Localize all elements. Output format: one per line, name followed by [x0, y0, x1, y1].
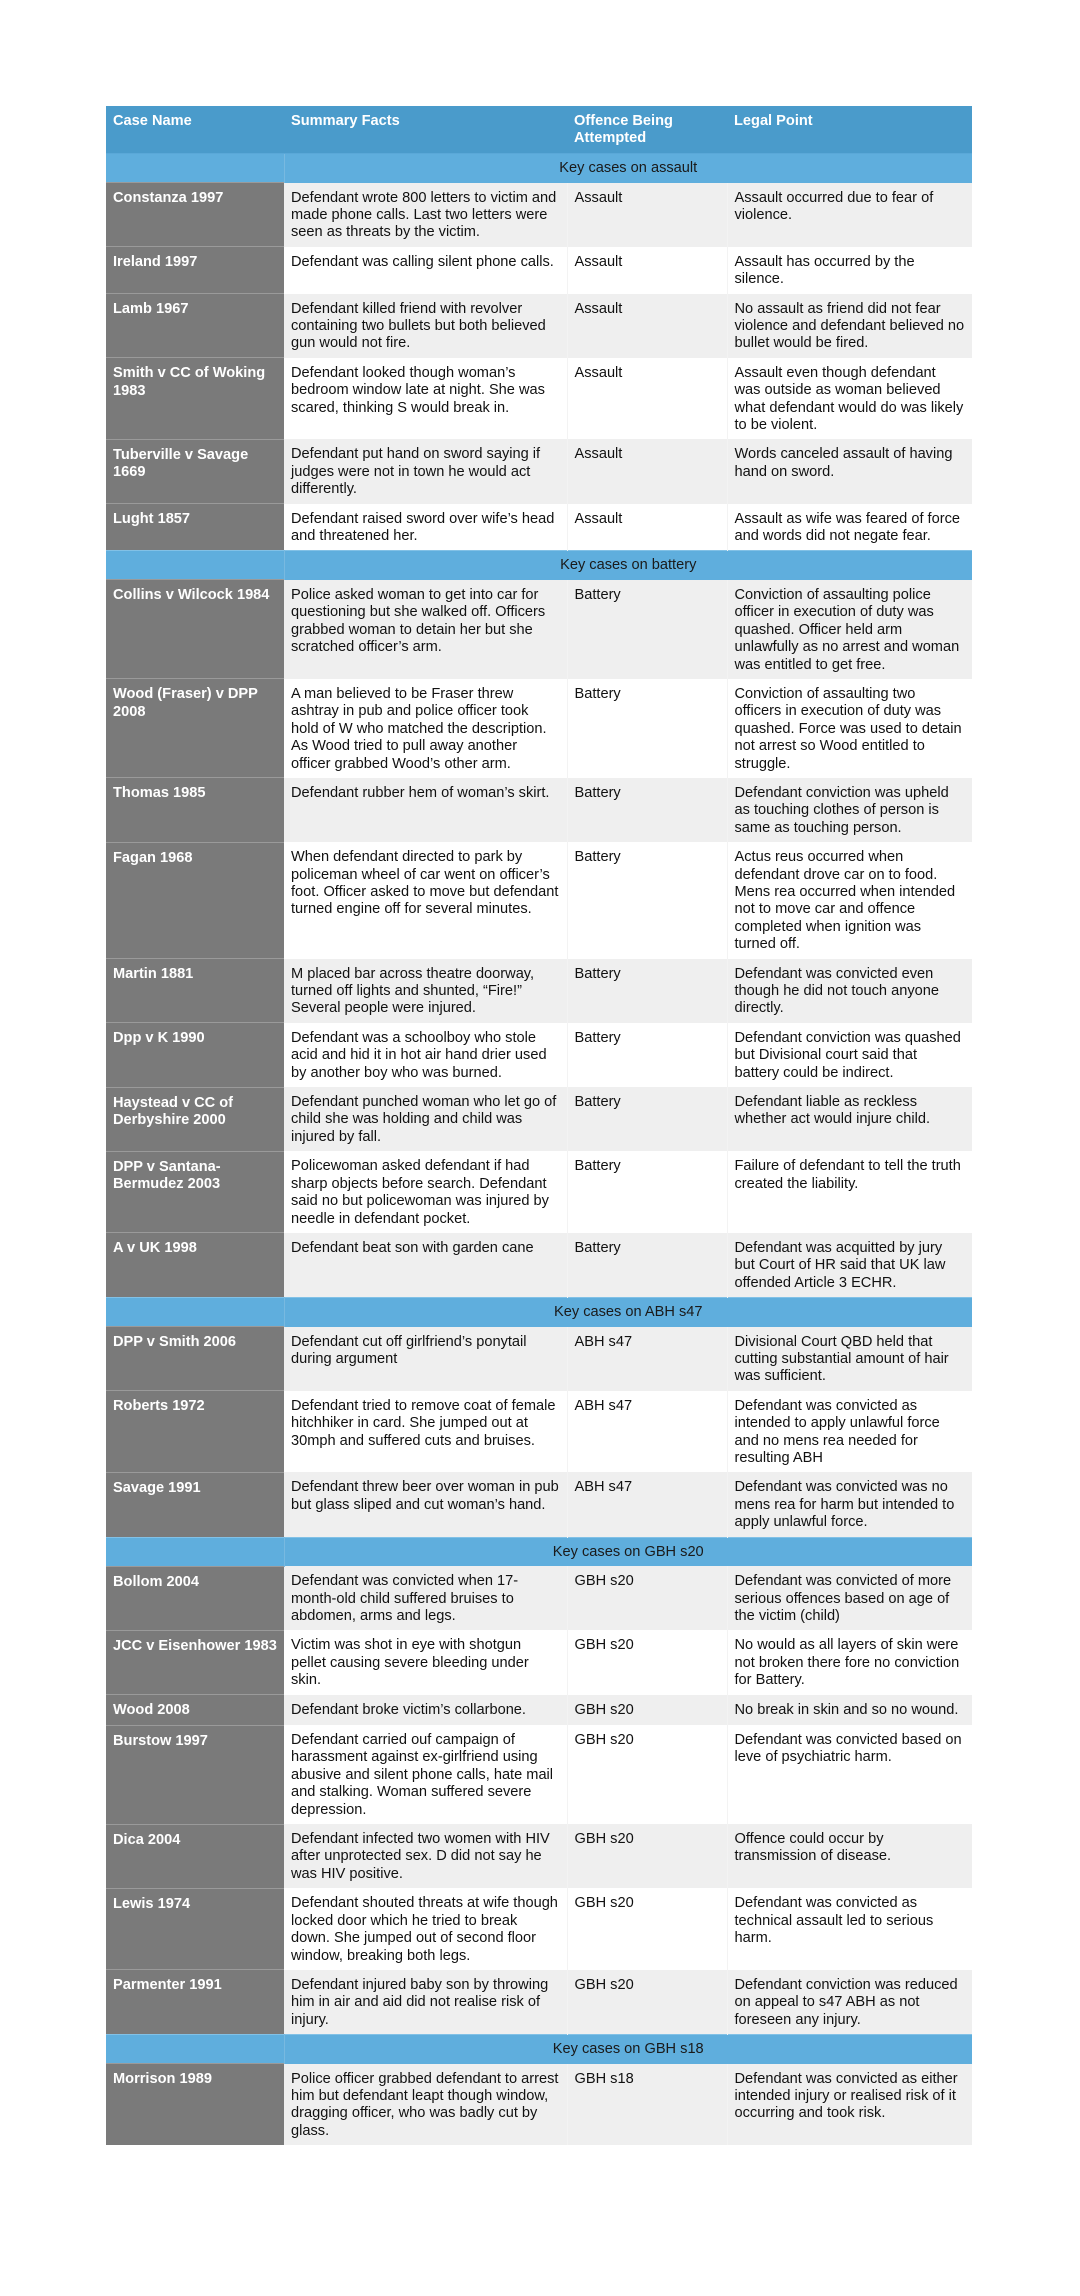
table-row [106, 1151, 972, 1233]
summary-facts-cell: Policewoman asked defendant if had sharp objects before search. Defendant said no but policewoman was injured by needle in defendant pocket. [284, 1151, 567, 1233]
offence-cell: GBH s20 [567, 1630, 727, 1694]
summary-facts-cell: Victim was shot in eye with shotgun pellet causing severe bleeding under skin. [284, 1630, 567, 1694]
case-name-cell: Ireland 1997 [106, 247, 284, 294]
offence-cell: Assault [567, 247, 727, 294]
header-legal-point: Legal Point [727, 106, 972, 154]
legal-point-cell: Defendant conviction was reduced on appeal to s47 ABH as not foreseen any injury. [727, 1970, 972, 2035]
legal-point-cell: Offence could occur by transmission of disease. [727, 1824, 972, 1888]
table-row [106, 1233, 972, 1298]
section-title: Key cases on ABH s47 [284, 1298, 972, 1327]
section-header-row [106, 1298, 972, 1327]
table-row [106, 679, 972, 778]
table-row [106, 1391, 972, 1473]
section-header-row [106, 1537, 972, 1566]
legal-point-cell: Defendant was convicted as intended to apply unlawful force and no mens rea needed for resulting ABH [727, 1391, 972, 1473]
summary-facts-cell: Defendant wrote 800 letters to victim and made phone calls. Last two letters were seen as threats by the victim. [284, 183, 567, 247]
table-row [106, 439, 972, 503]
summary-facts-cell: Defendant carried ouf campaign of harassment against ex-girlfriend using abusive and silent phone calls, hate mail and stalking. Woman suffered severe depression. [284, 1725, 567, 1824]
section-blank-cell [106, 1298, 284, 1327]
case-name-cell: Martin 1881 [106, 959, 284, 1023]
offence-cell: GBH s20 [567, 1695, 727, 1725]
summary-facts-cell: Defendant threw beer over woman in pub but glass sliped and cut woman’s hand. [284, 1472, 567, 1537]
offence-cell: Battery [567, 959, 727, 1023]
summary-facts-cell: Defendant broke victim’s collarbone. [284, 1695, 567, 1725]
offence-cell: Battery [567, 679, 727, 778]
case-name-cell: Tuberville v Savage 1669 [106, 439, 284, 503]
table-row [106, 1970, 972, 2035]
case-name-cell: Parmenter 1991 [106, 1970, 284, 2035]
section-title: Key cases on battery [284, 551, 972, 580]
legal-point-cell: No break in skin and so no wound. [727, 1695, 972, 1725]
offence-cell: ABH s47 [567, 1327, 727, 1391]
table-row [106, 1023, 972, 1087]
offence-cell: Assault [567, 358, 727, 440]
offence-cell: GBH s18 [567, 2064, 727, 2146]
summary-facts-cell: Defendant looked though woman’s bedroom window late at night. She was scared, thinking S would break in. [284, 358, 567, 440]
case-name-cell: Lewis 1974 [106, 1888, 284, 1970]
summary-facts-cell: Defendant killed friend with revolver containing two bullets but both believed gun would not fire. [284, 294, 567, 358]
offence-cell: ABH s47 [567, 1472, 727, 1537]
summary-facts-cell: Defendant beat son with garden cane [284, 1233, 567, 1298]
case-name-cell: Thomas 1985 [106, 778, 284, 842]
table-row [106, 1725, 972, 1824]
offence-cell: GBH s20 [567, 1725, 727, 1824]
table-row [106, 580, 972, 679]
section-blank-cell [106, 2035, 284, 2064]
table-row [106, 358, 972, 440]
case-name-cell: Savage 1991 [106, 1472, 284, 1537]
offence-cell: ABH s47 [567, 1391, 727, 1473]
section-title: Key cases on GBH s20 [284, 1537, 972, 1566]
table-row [106, 1888, 972, 1970]
case-name-cell: JCC v Eisenhower 1983 [106, 1630, 284, 1694]
table-row [106, 959, 972, 1023]
header-summary-facts: Summary Facts [284, 106, 567, 154]
summary-facts-cell: Police asked woman to get into car for questioning but she walked off. Officers grabbed woman to detain her but she scratched officer’s arm. [284, 580, 567, 679]
case-name-cell: Dpp v K 1990 [106, 1023, 284, 1087]
offence-cell: Assault [567, 294, 727, 358]
legal-point-cell: Defendant was acquitted by jury but Court of HR said that UK law offended Article 3 ECHR. [727, 1233, 972, 1298]
summary-facts-cell: Defendant was a schoolboy who stole acid and hid it in hot air hand drier used by another boy who was burned. [284, 1023, 567, 1087]
case-name-cell: Burstow 1997 [106, 1725, 284, 1824]
summary-facts-cell: Defendant was calling silent phone calls. [284, 247, 567, 294]
summary-facts-cell: Defendant infected two women with HIV after unprotected sex. D did not say he was HIV positive. [284, 1824, 567, 1888]
summary-facts-cell: M placed bar across theatre doorway, turned off lights and shunted, “Fire!” Several people were injured. [284, 959, 567, 1023]
table-row [106, 2064, 972, 2146]
table-row [106, 183, 972, 247]
case-law-table [106, 106, 972, 2145]
offence-cell: Battery [567, 778, 727, 842]
table-row [106, 294, 972, 358]
section-header-row [106, 551, 972, 580]
table-header [106, 106, 972, 154]
table-body [106, 154, 972, 2146]
summary-facts-cell: Police officer grabbed defendant to arrest him but defendant leapt though window, dragging officer, who was badly cut by glass. [284, 2064, 567, 2146]
offence-cell: Assault [567, 504, 727, 551]
header-offence: Offence Being Attempted [567, 106, 727, 154]
summary-facts-cell: Defendant put hand on sword saying if judges were not in town he would act differently. [284, 439, 567, 503]
section-header-row [106, 154, 972, 183]
case-name-cell: Collins v Wilcock 1984 [106, 580, 284, 679]
case-name-cell: Bollom 2004 [106, 1566, 284, 1630]
legal-point-cell: No would as all layers of skin were not broken there fore no conviction for Battery. [727, 1630, 972, 1694]
summary-facts-cell: Defendant raised sword over wife’s head and threatened her. [284, 504, 567, 551]
table-row [106, 247, 972, 294]
offence-cell: GBH s20 [567, 1970, 727, 2035]
case-law-table-container [106, 106, 972, 2145]
table-row [106, 1824, 972, 1888]
case-name-cell: Smith v CC of Woking 1983 [106, 358, 284, 440]
section-title: Key cases on GBH s18 [284, 2035, 972, 2064]
legal-point-cell: Failure of defendant to tell the truth created the liability. [727, 1151, 972, 1233]
case-name-cell: Wood 2008 [106, 1695, 284, 1725]
offence-cell: Assault [567, 439, 727, 503]
legal-point-cell: Defendant conviction was quashed but Divisional court said that battery could be indirect. [727, 1023, 972, 1087]
offence-cell: Assault [567, 183, 727, 247]
offence-cell: GBH s20 [567, 1824, 727, 1888]
legal-point-cell: Defendant was convicted was no mens rea for harm but intended to apply unlawful force. [727, 1472, 972, 1537]
case-name-cell: Dica 2004 [106, 1824, 284, 1888]
legal-point-cell: Defendant was convicted of more serious offences based on age of the victim (child) [727, 1566, 972, 1630]
header-case-name: Case Name [106, 106, 284, 154]
case-name-cell: DPP v Smith 2006 [106, 1327, 284, 1391]
table-row [106, 1087, 972, 1151]
section-header-row [106, 2035, 972, 2064]
case-name-cell: Morrison 1989 [106, 2064, 284, 2146]
legal-point-cell: Actus reus occurred when defendant drove car on to food. Mens rea occurred when intended not to move car and offence completed when ignition was turned off. [727, 842, 972, 958]
offence-cell: Battery [567, 842, 727, 958]
legal-point-cell: Defendant conviction was upheld as touching clothes of person is same as touching person. [727, 778, 972, 842]
legal-point-cell: Assault occurred due to fear of violence. [727, 183, 972, 247]
table-row [106, 1630, 972, 1694]
case-name-cell: DPP v Santana-Bermudez 2003 [106, 1151, 284, 1233]
case-name-cell: Wood (Fraser) v DPP 2008 [106, 679, 284, 778]
table-row [106, 842, 972, 958]
summary-facts-cell: A man believed to be Fraser threw ashtray in pub and police officer took hold of W who matched the description. As Wood tried to pull away another officer grabbed Wood’s other arm. [284, 679, 567, 778]
table-row [106, 1327, 972, 1391]
offence-cell: Battery [567, 1023, 727, 1087]
case-name-cell: Lught 1857 [106, 504, 284, 551]
legal-point-cell: Assault as wife was feared of force and words did not negate fear. [727, 504, 972, 551]
offence-cell: Battery [567, 1151, 727, 1233]
legal-point-cell: Divisional Court QBD held that cutting substantial amount of hair was sufficient. [727, 1327, 972, 1391]
table-row [106, 778, 972, 842]
section-blank-cell [106, 1537, 284, 1566]
legal-point-cell: No assault as friend did not fear violence and defendant believed no bullet would be fired. [727, 294, 972, 358]
offence-cell: Battery [567, 580, 727, 679]
legal-point-cell: Assault even though defendant was outside as woman believed what defendant would do was likely to be violent. [727, 358, 972, 440]
legal-point-cell: Assault has occurred by the silence. [727, 247, 972, 294]
section-title: Key cases on assault [284, 154, 972, 183]
offence-cell: GBH s20 [567, 1888, 727, 1970]
legal-point-cell: Defendant liable as reckless whether act would injure child. [727, 1087, 972, 1151]
table-row [106, 1566, 972, 1630]
header-row [106, 106, 972, 154]
summary-facts-cell: When defendant directed to park by policeman wheel of car went on officer’s foot. Officer asked to move but defendant turned engine off for several minutes. [284, 842, 567, 958]
section-blank-cell [106, 551, 284, 580]
case-name-cell: Lamb 1967 [106, 294, 284, 358]
offence-cell: Battery [567, 1087, 727, 1151]
legal-point-cell: Conviction of assaulting police officer in execution of duty was quashed. Officer held arm unlawfully as no arrest and woman was entitled to get free. [727, 580, 972, 679]
legal-point-cell: Words canceled assault of having hand on sword. [727, 439, 972, 503]
legal-point-cell: Defendant was convicted even though he did not touch anyone directly. [727, 959, 972, 1023]
legal-point-cell: Conviction of assaulting two officers in execution of duty was quashed. Force was used to detain not arrest so Wood entitled to struggle. [727, 679, 972, 778]
summary-facts-cell: Defendant cut off girlfriend’s ponytail during argument [284, 1327, 567, 1391]
summary-facts-cell: Defendant shouted threats at wife though locked door which he tried to break down. She jumped out of second floor window, breaking both legs. [284, 1888, 567, 1970]
offence-cell: Battery [567, 1233, 727, 1298]
case-name-cell: A v UK 1998 [106, 1233, 284, 1298]
section-blank-cell [106, 154, 284, 183]
case-name-cell: Fagan 1968 [106, 842, 284, 958]
legal-point-cell: Defendant was convicted based on leve of psychiatric harm. [727, 1725, 972, 1824]
summary-facts-cell: Defendant rubber hem of woman’s skirt. [284, 778, 567, 842]
summary-facts-cell: Defendant tried to remove coat of female hitchhiker in card. She jumped out at 30mph and suffered cuts and bruises. [284, 1391, 567, 1473]
table-row [106, 1472, 972, 1537]
legal-point-cell: Defendant was convicted as technical assault led to serious harm. [727, 1888, 972, 1970]
legal-point-cell: Defendant was convicted as either intended injury or realised risk of it occurring and took risk. [727, 2064, 972, 2146]
summary-facts-cell: Defendant injured baby son by throwing him in air and aid did not realise risk of injury. [284, 1970, 567, 2035]
case-name-cell: Constanza 1997 [106, 183, 284, 247]
table-row [106, 1695, 972, 1725]
offence-cell: GBH s20 [567, 1566, 727, 1630]
table-row [106, 504, 972, 551]
case-name-cell: Roberts 1972 [106, 1391, 284, 1473]
case-name-cell: Haystead v CC of Derbyshire 2000 [106, 1087, 284, 1151]
summary-facts-cell: Defendant was convicted when 17-month-old child suffered bruises to abdomen, arms and legs. [284, 1566, 567, 1630]
summary-facts-cell: Defendant punched woman who let go of child she was holding and child was injured by fall. [284, 1087, 567, 1151]
